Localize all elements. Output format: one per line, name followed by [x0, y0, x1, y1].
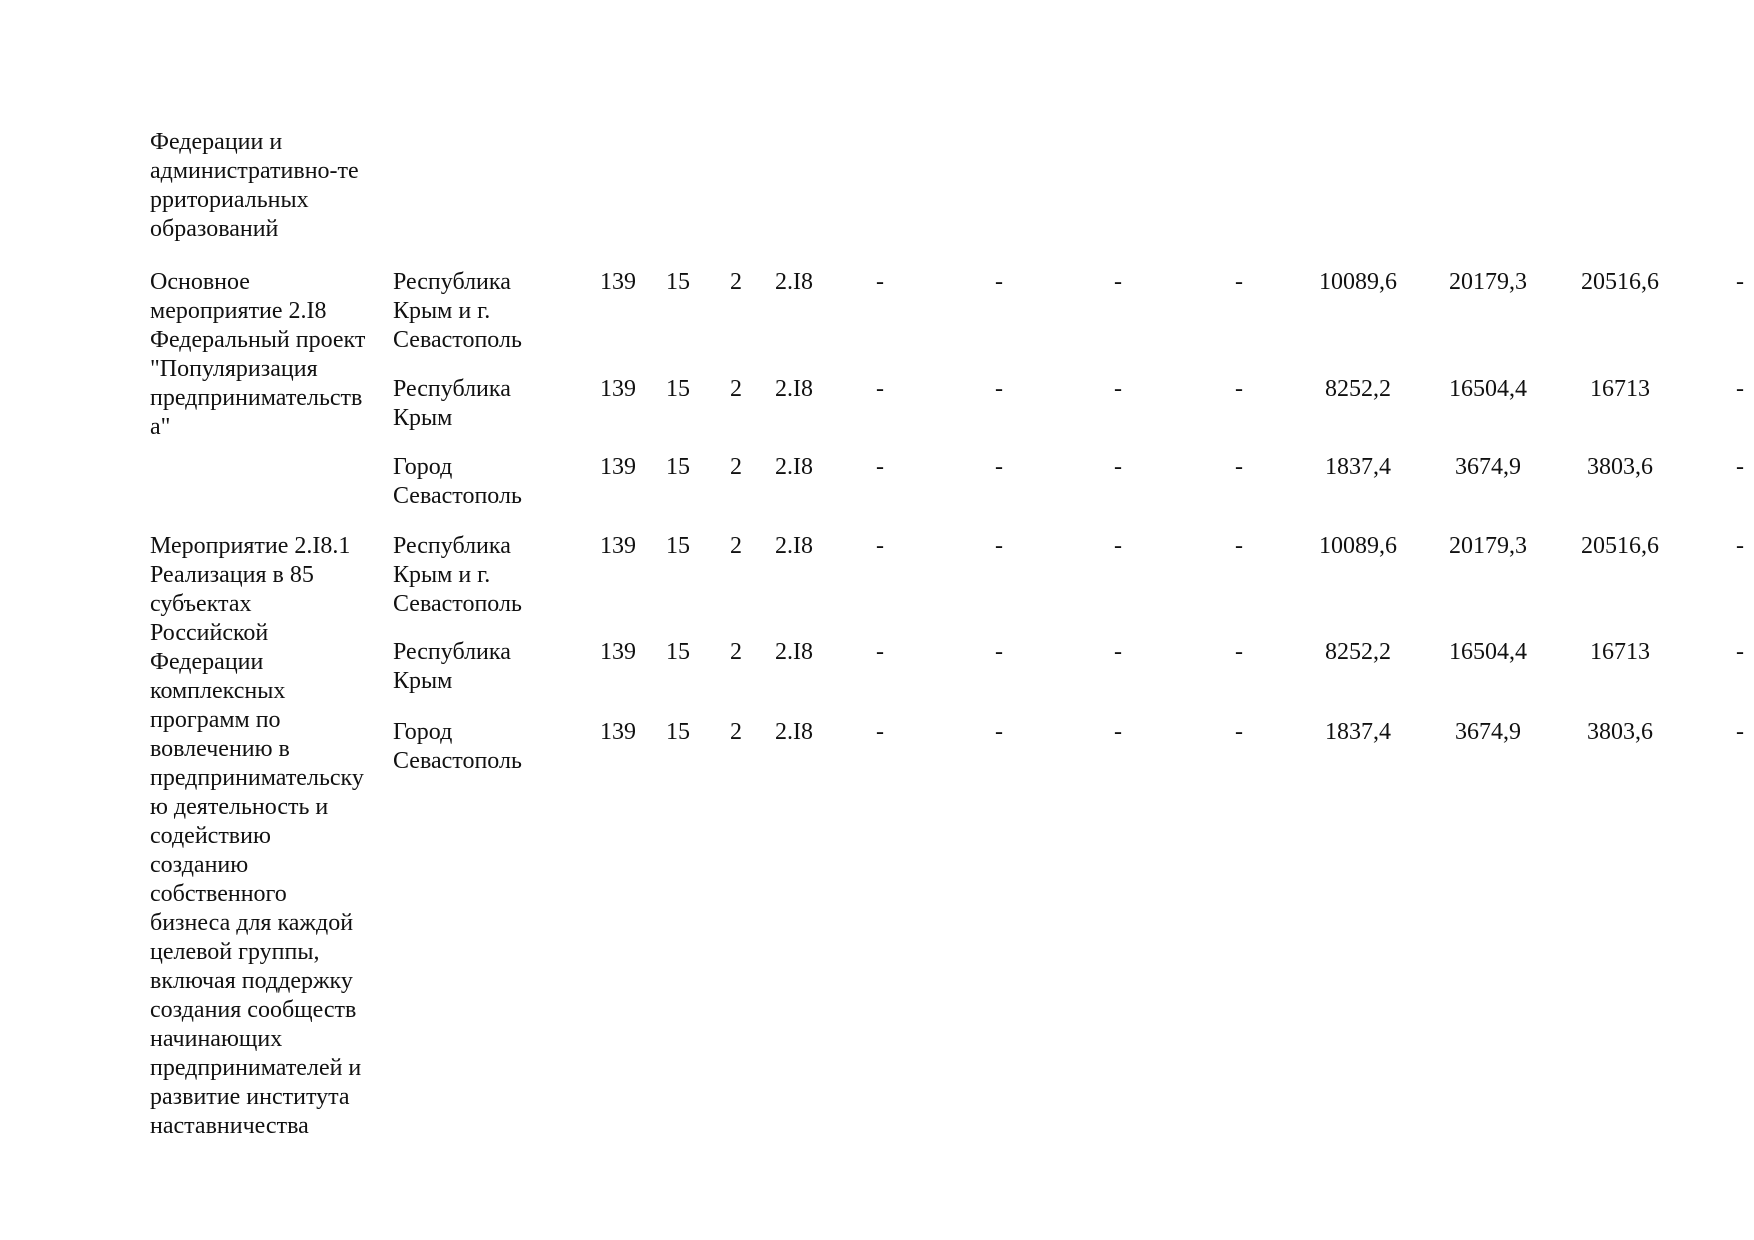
activity-code: 2.I8	[775, 376, 813, 402]
value-cell: 16504,4	[1449, 639, 1527, 665]
value-cell: -	[1736, 639, 1744, 665]
region-cell	[393, 375, 511, 433]
value-cell: 10089,6	[1319, 533, 1397, 559]
value-cell: -	[876, 269, 884, 295]
value-cell: -	[1736, 719, 1744, 745]
text-line: Город	[393, 454, 453, 480]
value-cell: 3803,6	[1587, 719, 1653, 745]
value-cell: 8252,2	[1325, 639, 1391, 665]
activity-code: 2.I8	[775, 269, 813, 295]
value-cell: 16504,4	[1449, 376, 1527, 402]
text-line: Федерации и	[150, 129, 283, 155]
text-line: Республика	[393, 376, 511, 402]
text-line: программ по	[150, 707, 281, 733]
text-line: предпринимательску	[150, 765, 364, 791]
value-cell: -	[876, 454, 884, 480]
value-cell: 8252,2	[1325, 376, 1391, 402]
value-cell: 20516,6	[1581, 533, 1659, 559]
text-line: рриториальных	[150, 187, 309, 213]
value-cell: -	[876, 719, 884, 745]
text-line: Севастополь	[393, 748, 522, 774]
value-cell: -	[995, 376, 1003, 402]
subprogram-code: 2	[730, 533, 742, 559]
text-line: ю деятельность и	[150, 794, 329, 820]
text-line: Крым и г.	[393, 298, 491, 324]
value-cell: 1837,4	[1325, 454, 1391, 480]
value-cell: -	[995, 639, 1003, 665]
value-cell: 1837,4	[1325, 719, 1391, 745]
text-line: начинающих	[150, 1026, 283, 1052]
text-line: Республика	[393, 269, 511, 295]
value-cell: 20179,3	[1449, 533, 1527, 559]
value-cell: -	[1235, 454, 1243, 480]
main-activity-title	[150, 268, 365, 442]
region-cell	[393, 532, 522, 619]
text-line: наставничества	[150, 1113, 309, 1139]
region-cell	[393, 268, 522, 355]
text-line: предпринимателей и	[150, 1055, 362, 1081]
program-code: 15	[666, 533, 690, 559]
activity-code: 2.I8	[775, 719, 813, 745]
program-code: 15	[666, 376, 690, 402]
text-line: субъектах	[150, 591, 252, 617]
text-line: Основное	[150, 269, 250, 295]
text-line: Республика	[393, 639, 511, 665]
grbs-code: 139	[600, 639, 636, 665]
text-line: Российской	[150, 620, 269, 646]
text-line: собственного	[150, 881, 287, 907]
text-line: вовлечению в	[150, 736, 290, 762]
text-line: Крым и г.	[393, 562, 491, 588]
program-code: 15	[666, 719, 690, 745]
value-cell: -	[995, 269, 1003, 295]
text-line: Севастополь	[393, 327, 522, 353]
text-line: административно-те	[150, 158, 359, 184]
value-cell: -	[1114, 376, 1122, 402]
value-cell: -	[876, 533, 884, 559]
text-line: Севастополь	[393, 591, 522, 617]
text-line: Мероприятие 2.I8.1	[150, 533, 351, 559]
text-line: мероприятие 2.I8	[150, 298, 327, 324]
text-line: Севастополь	[393, 483, 522, 509]
text-line: созданию	[150, 852, 249, 878]
value-cell: 16713	[1590, 639, 1650, 665]
text-line: Город	[393, 719, 453, 745]
value-cell: -	[1736, 533, 1744, 559]
text-line: Реализация в 85	[150, 562, 314, 588]
value-cell: -	[876, 376, 884, 402]
text-line: целевой группы,	[150, 939, 320, 965]
value-cell: -	[1736, 269, 1744, 295]
region-cell	[393, 718, 522, 776]
text-line: бизнеса для каждой	[150, 910, 354, 936]
text-line: Крым	[393, 668, 453, 694]
text-line: создания сообществ	[150, 997, 357, 1023]
value-cell: -	[1114, 639, 1122, 665]
value-cell: 3674,9	[1455, 454, 1521, 480]
text-line: Федерации	[150, 649, 264, 675]
text-line: предпринимательств	[150, 385, 363, 411]
subprogram-code: 2	[730, 269, 742, 295]
text-line: образований	[150, 216, 279, 242]
text-line: комплексных	[150, 678, 286, 704]
grbs-code: 139	[600, 376, 636, 402]
value-cell: -	[1736, 454, 1744, 480]
value-cell: -	[1235, 639, 1243, 665]
grbs-code: 139	[600, 454, 636, 480]
text-line: Республика	[393, 533, 511, 559]
subprogram-code: 2	[730, 376, 742, 402]
text-line: Федеральный проект	[150, 327, 366, 353]
value-cell: -	[876, 639, 884, 665]
subprogram-code: 2	[730, 719, 742, 745]
value-cell: 20179,3	[1449, 269, 1527, 295]
value-cell: -	[1235, 533, 1243, 559]
region-cell	[393, 638, 511, 696]
value-cell: 16713	[1590, 376, 1650, 402]
subprogram-code: 2	[730, 454, 742, 480]
activity-code: 2.I8	[775, 533, 813, 559]
grbs-code: 139	[600, 719, 636, 745]
activity-code: 2.I8	[775, 454, 813, 480]
value-cell: -	[1114, 719, 1122, 745]
program-code: 15	[666, 454, 690, 480]
value-cell: -	[995, 719, 1003, 745]
text-line: а"	[150, 414, 171, 440]
program-code: 15	[666, 639, 690, 665]
value-cell: -	[1235, 269, 1243, 295]
value-cell: 10089,6	[1319, 269, 1397, 295]
grbs-code: 139	[600, 269, 636, 295]
value-cell: -	[1114, 533, 1122, 559]
text-line: "Популяризация	[150, 356, 318, 382]
activity-title	[150, 532, 364, 1141]
value-cell: -	[1736, 376, 1744, 402]
value-cell: 3674,9	[1455, 719, 1521, 745]
activity-code: 2.I8	[775, 639, 813, 665]
value-cell: -	[1235, 376, 1243, 402]
value-cell: -	[995, 533, 1003, 559]
value-cell: 3803,6	[1587, 454, 1653, 480]
value-cell: -	[1114, 454, 1122, 480]
continuation-text	[150, 128, 359, 244]
grbs-code: 139	[600, 533, 636, 559]
text-line: Крым	[393, 405, 453, 431]
text-line: развитие института	[150, 1084, 350, 1110]
region-cell	[393, 453, 522, 511]
subprogram-code: 2	[730, 639, 742, 665]
value-cell: -	[995, 454, 1003, 480]
program-code: 15	[666, 269, 690, 295]
text-line: содействию	[150, 823, 271, 849]
value-cell: 20516,6	[1581, 269, 1659, 295]
value-cell: -	[1114, 269, 1122, 295]
value-cell: -	[1235, 719, 1243, 745]
text-line: включая поддержку	[150, 968, 353, 994]
